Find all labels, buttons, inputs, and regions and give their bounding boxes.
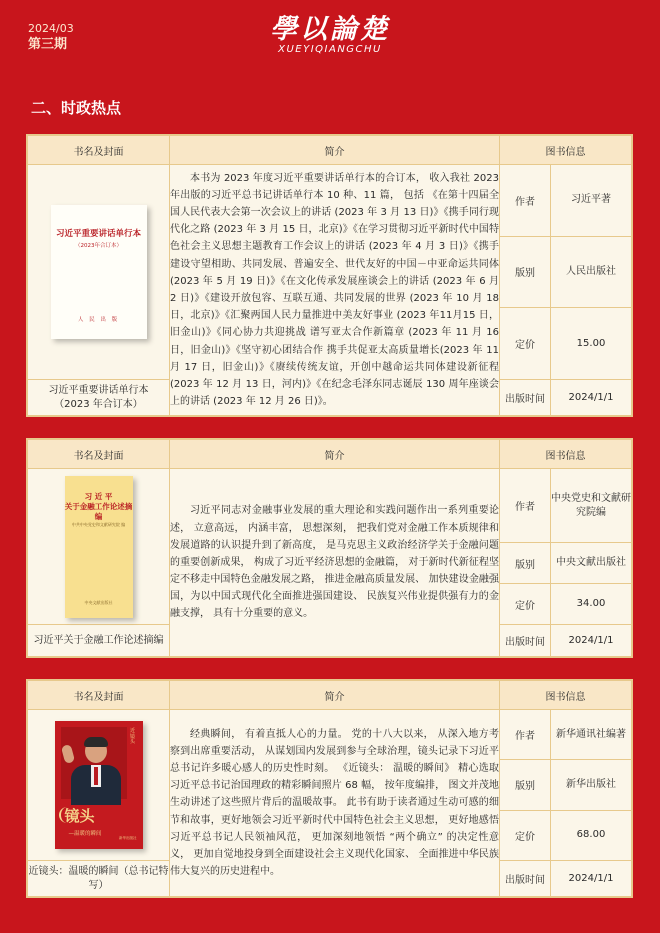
cover-publisher: 人 民 出 版 bbox=[77, 317, 120, 323]
cover-subtitle: 中共中央党史和文献研究院 编 bbox=[71, 521, 126, 527]
logo-calligraphy: 學以論楚 bbox=[270, 14, 390, 45]
label-date: 出版时间 bbox=[500, 861, 551, 897]
cover-subtitle: （2023年合订本） bbox=[75, 243, 122, 249]
cover-cell bbox=[28, 165, 170, 380]
logo-pinyin: XUEYIQIANGCHU bbox=[278, 44, 382, 56]
value-edition: 人民出版社 bbox=[551, 236, 632, 308]
value-edition: 中央文献出版社 bbox=[551, 543, 632, 584]
label-edition: 版别 bbox=[500, 236, 551, 308]
header-info: 图书信息 bbox=[500, 136, 632, 165]
cover-title: 习 近 平 关于金融工作论述摘编 bbox=[64, 491, 133, 521]
label-date: 出版时间 bbox=[500, 625, 551, 657]
book-table-2 bbox=[27, 439, 632, 657]
value-price: 34.00 bbox=[551, 584, 632, 625]
issue-info bbox=[28, 22, 74, 53]
value-author: 中央党史和文献研究院编 bbox=[551, 469, 632, 543]
header-intro: 简介 bbox=[170, 136, 500, 165]
book-cover-image bbox=[65, 476, 133, 618]
book-card-1 bbox=[26, 134, 633, 417]
label-price: 定价 bbox=[500, 308, 551, 380]
label-author: 作者 bbox=[500, 469, 551, 543]
label-author: 作者 bbox=[500, 710, 551, 760]
label-price: 定价 bbox=[500, 810, 551, 860]
value-author: 习近平著 bbox=[551, 165, 632, 237]
book-table-1 bbox=[27, 135, 632, 416]
header-info: 图书信息 bbox=[500, 681, 632, 710]
book-intro: 习近平同志对金融事业发展的重大理论和实践问题作出一系列重要论述， 立意高远， 内涵丰富， 思想深刻， 把我们党对金融工作本质规律和发展道路的认识提升到了新高度， 是马克思主义政治经济学关于金融问题的重要创新成果， 构成了习近平经济思想的金融篇， 对于新时代新征程坚定不移走中国特色金融发展之路， 推进金融高质量发展、 加快建设金融强国，为以中国式现代化全面推进强国建设、 民族复兴伟业提供强有力的金融支撑， 具有十分重要的意义。 bbox=[170, 469, 500, 657]
book-caption: 习近平关于金融工作论述摘编 bbox=[28, 625, 170, 657]
header-intro: 简介 bbox=[170, 681, 500, 710]
header-info: 图书信息 bbox=[500, 440, 632, 469]
value-author: 新华通讯社编著 bbox=[551, 710, 632, 760]
book-cover-image bbox=[51, 205, 147, 339]
cover-subtitle: —温暖的瞬间 bbox=[68, 831, 102, 837]
value-edition: 新华出版社 bbox=[551, 760, 632, 810]
label-price: 定价 bbox=[500, 584, 551, 625]
book-intro: 本书为 2023 年度习近平重要讲话单行本的合订本， 收入我社 2023 年出版的习近平总书记讲话单行本 10 种、11 篇， 包括 《在第十四届全国人民代表大会第一次会议上的讲话 (2023 年 3 月 13 日)》《携手同行现代化之路 (2023 年 3 月 15 日，北京)》《在学习贯彻习近平新时代中国特色社会主义思想主题教育工作会议上的讲话 (2023 年 4 月 3 日)》《携手建设守望相助、共同发展、普遍安全、世代友好的中国－中亚命运共同体 (2023 年 5 月 19 日)》《在文化传承发展座谈会上的讲话 (2023 年 6 月 2 日)》《建设开放包容、互联互通、共同发展的世界 (2023 年 10 月 18 日，北京)》《汇聚两国人民力量推进中美友好事业 (2023 年11月15 日，旧金山)》《同心协力共迎挑战 谱写亚太合作新篇章 (2023 年 11 月 16日，旧金山)》《坚守初心团结合作 携手共促亚太高质量增长(2023 年 11 月 17 日，旧金山)》《赓续传统友谊，开创中越命运共同体建设新征程 (2023 年 12 月 13 日，河内)》《在纪念毛泽东同志诞辰 130 周年座谈会上的讲话 (2023 年 12 月 26 日)》。 bbox=[170, 165, 500, 416]
cover-title: 习近平重要讲话单行本 bbox=[55, 229, 141, 239]
cover-cell bbox=[28, 710, 170, 861]
cover-title: 镜头 bbox=[64, 807, 95, 825]
header-cover: 书名及封面 bbox=[28, 681, 170, 710]
value-price: 15.00 bbox=[551, 308, 632, 380]
cover-vertical-title: 近镜头 bbox=[129, 728, 135, 745]
value-price: 68.00 bbox=[551, 810, 632, 860]
cover-photo-portrait bbox=[61, 727, 127, 799]
label-date: 出版时间 bbox=[500, 380, 551, 416]
book-card-2 bbox=[26, 438, 633, 658]
header-cover: 书名及封面 bbox=[28, 440, 170, 469]
label-edition: 版别 bbox=[500, 760, 551, 810]
value-date: 2024/1/1 bbox=[551, 625, 632, 657]
book-caption: 近镜头：温暖的瞬间（总书记特写） bbox=[28, 861, 170, 897]
book-cover-image bbox=[55, 721, 143, 849]
cover-cell bbox=[28, 469, 170, 625]
header-cover: 书名及封面 bbox=[28, 136, 170, 165]
book-intro: 经典瞬间， 有着直抵人心的力量。 党的十八大以来， 从深入地方考察到出席重要活动， 从谋划国内发展到参与全球治理，镜头记录下习近平总书记许多暖心感人的历史性时刻。 《近镜头： 温暖的瞬间》 精心选取习近平总书记治国理政的精彩瞬间照片 68 幅， 按年度编排， 图文并茂地生动讲述了这些照片背后的温暖故事。 此书有助于读者通过生动可感的细节和故事，更好地领会习近平新时代中国特色社会主义思想， 更好地感悟习近平总书记人民领袖风范， 更加深刻地领悟 “两个确立” 的决定性意义， 更加自觉地投身到全面建设社会主义现代化国家、 全面推进中华民族伟大复兴的历史进程中。 bbox=[170, 710, 500, 897]
section-title: 二、时政热点 bbox=[31, 99, 122, 117]
label-edition: 版别 bbox=[500, 543, 551, 584]
book-caption: 习近平重要讲话单行本 （2023 年合订本） bbox=[28, 380, 170, 416]
cover-publisher: 新华出版社 bbox=[119, 836, 137, 840]
header-intro: 简介 bbox=[170, 440, 500, 469]
value-date: 2024/1/1 bbox=[551, 380, 632, 416]
book-table-3 bbox=[27, 680, 632, 897]
label-author: 作者 bbox=[500, 165, 551, 237]
value-date: 2024/1/1 bbox=[551, 861, 632, 897]
table-header-row bbox=[28, 136, 632, 165]
publication-logo bbox=[260, 14, 400, 55]
issue-number: 第三期 bbox=[28, 37, 68, 53]
issue-date: 2024/03 bbox=[28, 22, 74, 35]
cover-publisher: 中央文献出版社 bbox=[84, 599, 113, 605]
book-card-3 bbox=[26, 679, 633, 898]
